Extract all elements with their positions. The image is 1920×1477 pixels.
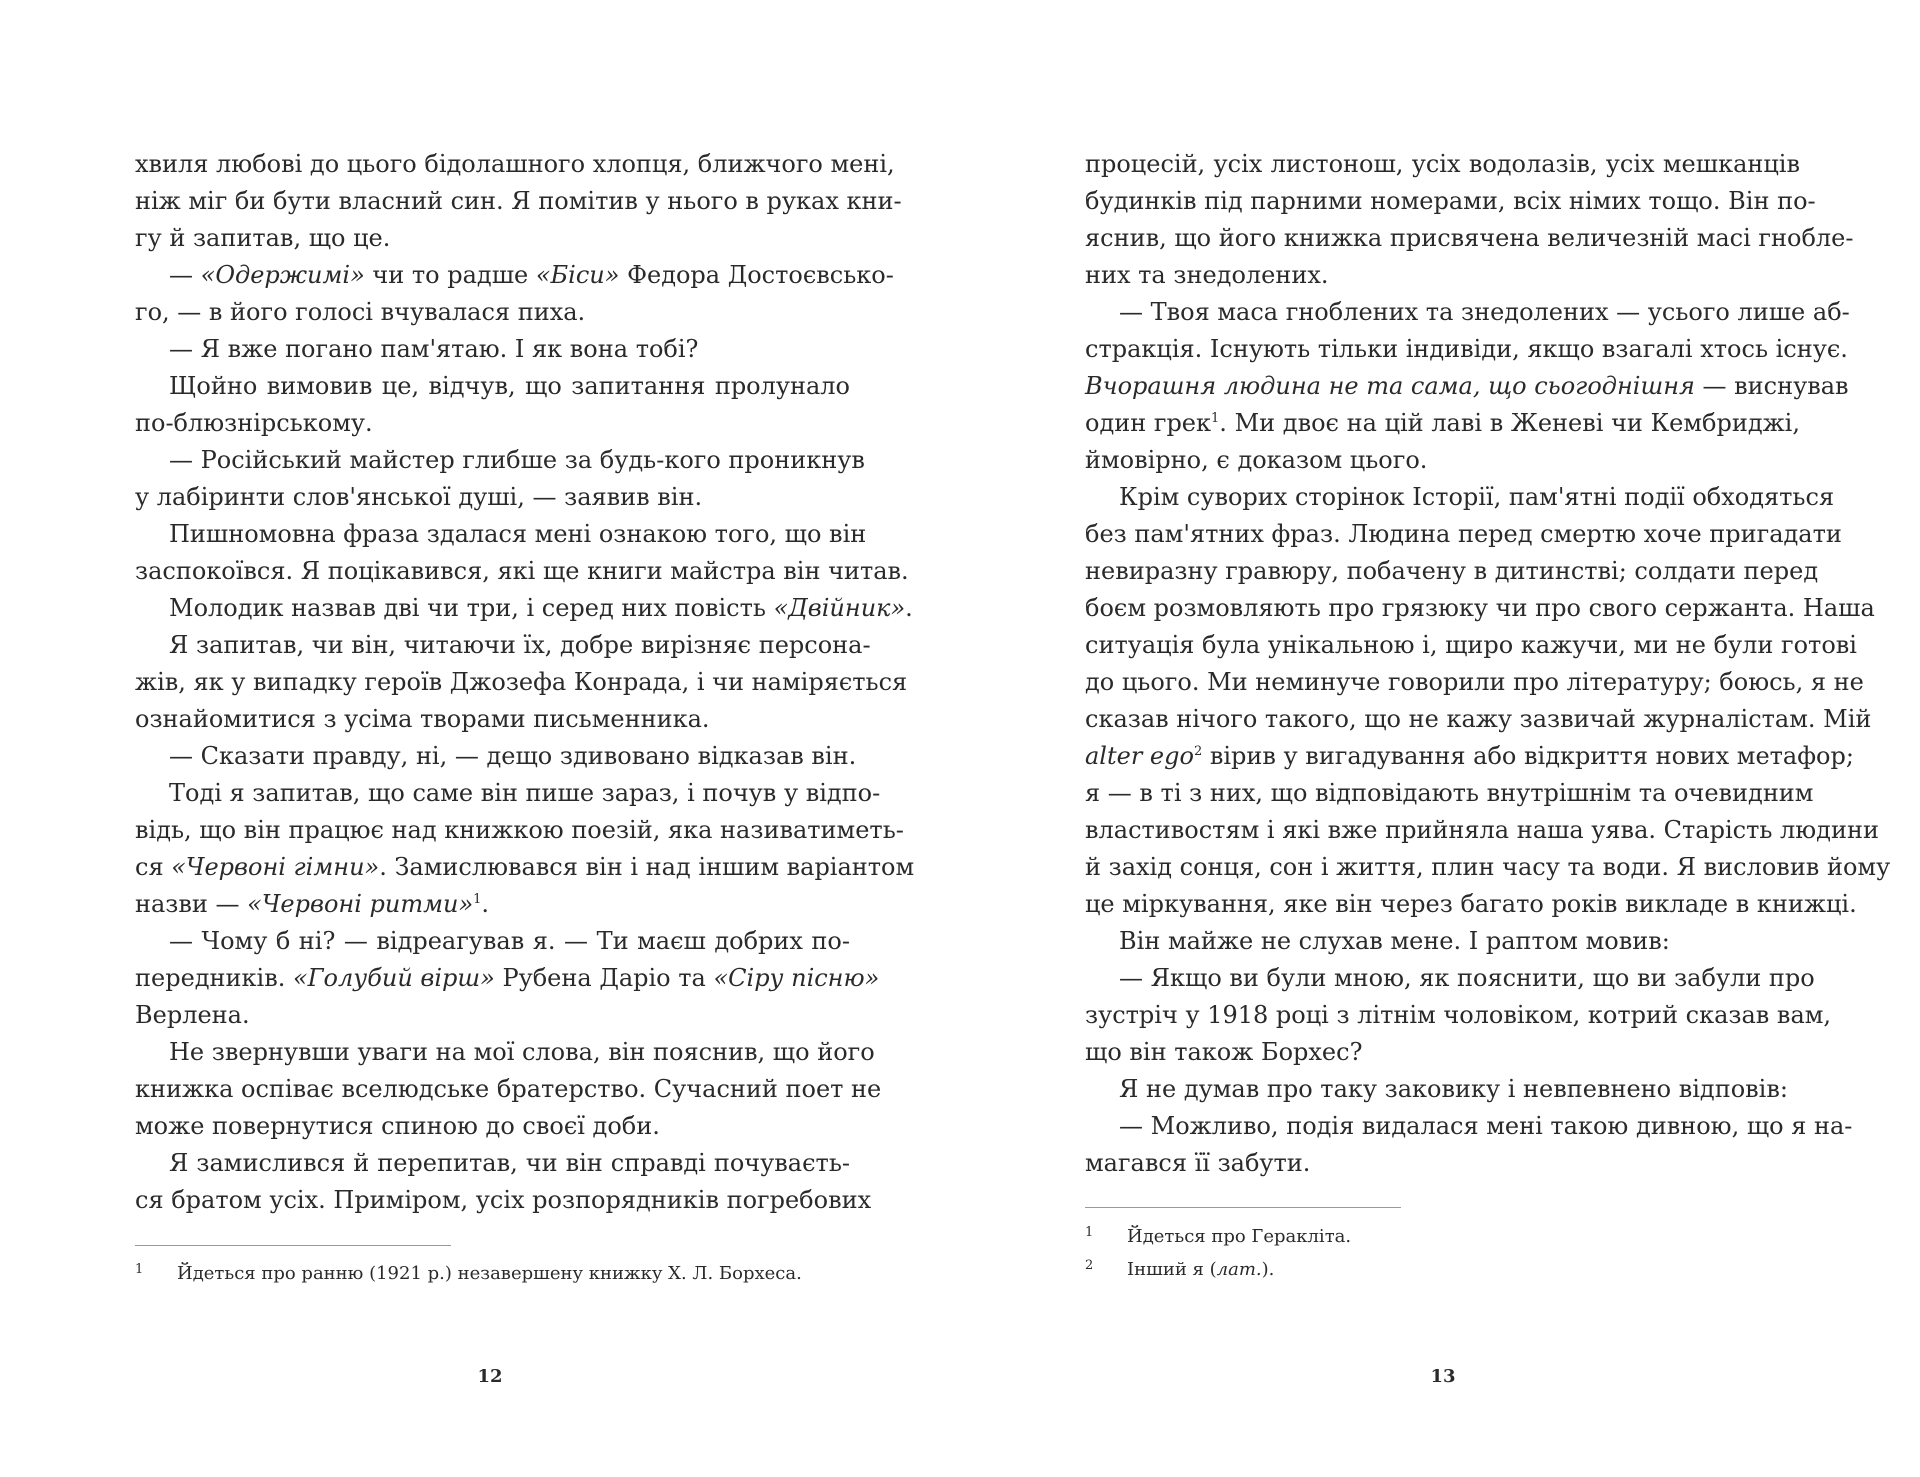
text-line: Я не думав про таку заковику і невпевнено відповів:	[1119, 1075, 1788, 1103]
text-line: яснив, що його книжка присвячена величезній масі гнобле-	[1085, 224, 1854, 252]
right-page-number: 13	[1430, 1366, 1456, 1387]
text-line: ніж міг би бути власний син. Я помітив у нього в руках кни-	[135, 187, 902, 215]
text-line: ймовірно, є доказом цього.	[1085, 446, 1428, 474]
text-line: — Якщо ви були мною, як пояснити, що ви забули про	[1119, 964, 1815, 992]
text-line: й захід сонця, сон і життя, плин часу та води. Я висловив йому	[1085, 853, 1891, 881]
text-line: Крім суворих сторінок Історії, пам'ятні події обходяться	[1119, 483, 1835, 511]
text-line: може повернутися спиною до своєї доби.	[135, 1112, 660, 1140]
text-line: — Чому б ні? — відреагував я. — Ти маєш добрих по-	[169, 927, 850, 955]
footnote-number: 1	[135, 1262, 144, 1277]
text-line: без пам'ятних фраз. Людина перед смертю хоче пригадати	[1085, 520, 1842, 548]
text-line: хвиля любові до цього бідолашного хлопця, ближчого мені,	[135, 150, 895, 178]
text-line: — Російський майстер глибше за будь-кого проникнув	[169, 446, 865, 474]
text-line: Не звернувши уваги на мої слова, він пояснив, що його	[169, 1038, 875, 1066]
footnote-text: Інший я (лат.).	[1127, 1259, 1275, 1280]
right-footnote-rule	[1085, 1207, 1401, 1208]
footnote-text: Йдеться про Геракліта.	[1127, 1226, 1352, 1247]
left-footnote-rule	[135, 1245, 451, 1246]
text-line: зустріч у 1918 році з літнім чоловіком, котрий сказав вам,	[1085, 1001, 1832, 1029]
text-line: до цього. Ми неминуче говорили про літературу; боюсь, я не	[1085, 668, 1864, 696]
text-line: — Я вже погано пам'ятаю. І як вона тобі?	[169, 335, 699, 363]
left-page-number: 12	[477, 1366, 503, 1387]
text-line: що він також Борхес?	[1085, 1038, 1363, 1066]
text-line: книжка оспіває вселюдське братерство. Сучасний поет не	[135, 1075, 882, 1103]
text-line: — Сказати правду, ні, — дещо здивовано відказав він.	[169, 742, 857, 770]
text-line: назви — «Червоні ритми»$^1$.	[135, 890, 490, 918]
text-line: процесій, усіх листонош, усіх водолазів, усіх мешканців	[1085, 150, 1800, 178]
text-line: будинків під парними номерами, всіх німих тощо. Він по-	[1085, 187, 1816, 215]
text-line: Пишномовна фраза здалася мені ознакою того, що він	[169, 520, 867, 548]
text-line: Я запитав, чи він, читаючи їх, добре вирізняє персона-	[169, 631, 871, 659]
text-line: передників. «Голубий вірш» Рубена Даріо та «Сіру пісню»	[135, 964, 880, 992]
text-line: — Твоя маса гноблених та знедолених — усього лише аб-	[1119, 298, 1850, 326]
text-line: Молодик назвав дві чи три, і серед них повість «Двійник».	[169, 594, 913, 622]
footnote-number: 2	[1085, 1258, 1094, 1273]
text-line: гу й запитав, що це.	[135, 224, 391, 252]
text-line: них та знедолених.	[1085, 261, 1329, 289]
text-line: ситуація була унікальною і, щиро кажучи, ми не були готові	[1085, 631, 1857, 659]
text-line: ся братом усіх. Приміром, усіх розпорядників погребових	[135, 1186, 872, 1214]
text-line: жів, як у випадку героїв Джозефа Конрада, і чи наміряється	[135, 668, 908, 696]
text-line: Я замислився й перепитав, чи він справді почуваєть-	[169, 1149, 850, 1177]
text-line: я — в ті з них, що відповідають внутрішнім та очевидним	[1085, 779, 1814, 807]
text-line: заспокоївся. Я поцікавився, які ще книги майстра він читав.	[135, 557, 909, 585]
text-line: це міркування, яке він через багато років викладе в книжці.	[1085, 890, 1857, 918]
text-line: магався її забути.	[1085, 1149, 1311, 1177]
text-line: — Можливо, подія видалася мені такою дивною, що я на-	[1119, 1112, 1853, 1140]
text-line: стракція. Існують тільки індивіди, якщо взагалі хтось існує.	[1085, 335, 1848, 363]
footnote-text: Йдеться про ранню (1921 р.) незавершену книжку Х. Л. Борхеса.	[177, 1263, 802, 1284]
text-line: Тоді я запитав, що саме він пише зараз, і почув у відпо-	[169, 779, 881, 807]
text-line: Він майже не слухав мене. І раптом мовив:	[1119, 927, 1670, 955]
text-line: Щойно вимовив це, відчув, що запитання пролунало	[169, 372, 850, 400]
text-line: Вчорашня людина не та сама, що сьогоднішня — виснував	[1085, 372, 1849, 400]
text-line: по-блюзнірському.	[135, 409, 373, 437]
footnote-number: 1	[1085, 1225, 1094, 1240]
text-line: го, — в його голосі вчувалася пиха.	[135, 298, 586, 326]
right-page-text	[1085, 146, 1891, 1182]
text-line: невиразну гравюру, побачену в дитинстві; солдати перед	[1085, 557, 1819, 585]
left-page-text	[135, 146, 915, 1219]
text-line: ся «Червоні гімни». Замислювався він і над іншим варіантом	[135, 853, 915, 881]
text-line: Верлена.	[135, 1001, 250, 1029]
text-line: один грек$^1$. Ми двоє на цій лаві в Женеві чи Кембриджі,	[1085, 409, 1800, 437]
text-line: сказав нічого такого, що не кажу зазвичай журналістам. Мій	[1085, 705, 1872, 733]
text-line: alter ego$^2$ вірив у вигадування або відкриття нових метафор;	[1085, 742, 1854, 770]
text-line: відь, що він працює над книжкою поезій, яка називатиметь-	[135, 816, 904, 844]
text-line: ознайомитися з усіма творами письменника.	[135, 705, 710, 733]
text-line: властивостям і які вже прийняла наша уява. Старість людини	[1085, 816, 1879, 844]
text-line: — «Одержимі» чи то радше «Біси» Федора Достоєвсько-	[169, 261, 894, 289]
text-line: боєм розмовляють про грязюку чи про свого сержанта. Наша	[1085, 594, 1875, 622]
text-line: у лабіринти слов'янської душі, — заявив він.	[135, 483, 703, 511]
